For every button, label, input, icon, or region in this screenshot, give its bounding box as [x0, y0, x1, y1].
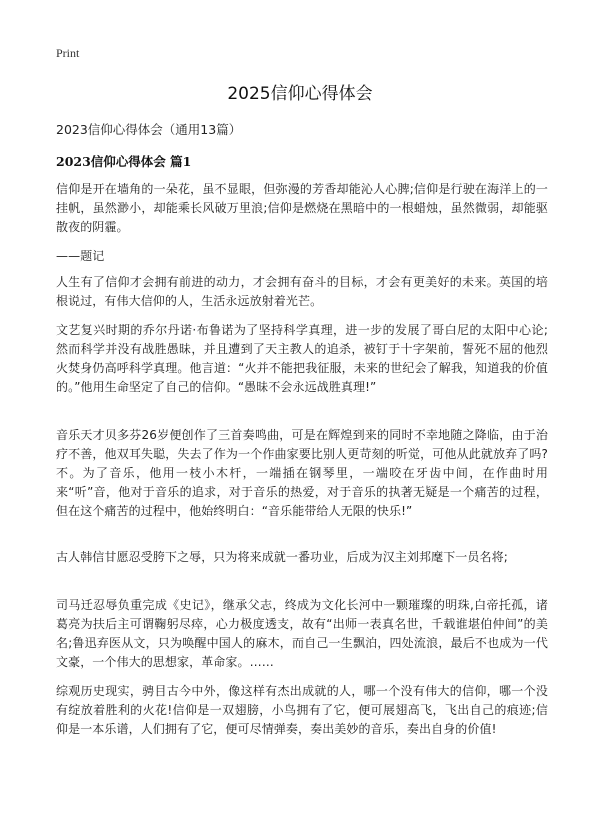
paragraph-2: 人生有了信仰才会拥有前进的动力，才会拥有奋斗的目标，才会有更美好的未来。英国的培根说过，有伟大信仰的人，生活永远放射着光芒。	[56, 275, 548, 308]
paragraph-4: 音乐天才贝多芬26岁便创作了三首奏鸣曲，可是在辉煌到来的同时不幸地随之降临，由于治疗不善，他双耳失聪，失去了作为一个作曲家要比别人更苛刻的听觉，可他从此就放弃了吗?不。为了音乐，他用一枝小木杆，一端插在钢琴里，一端咬在牙齿中间，在作曲时用来“听”音，他对于音乐的追求，对于音乐的热爱，对于音乐的执著无疑是一个痛苦的过程，但在这个痛苦的过程中，他始终明白：“音乐能带给人无限的快乐!”	[56, 428, 548, 518]
paragraph-6: 司马迁忍辱负重完成《史记》，继承父志，终成为文化长河中一颗璀璨的明珠,白帝托孤，诸葛亮为扶后主可谓鞠躬尽瘁，心力极度透支，故有“出师一表真名世，千载谁堪伯仲间”的美名;鲁迅弃医从文，只为唤醒中国人的麻木，而自己一生飘泊，四处流浪，最后不也成为一代文豪，一个伟大的思想家，革命家。……	[56, 598, 548, 669]
paragraph-epigraph-attribution: ——题记	[56, 249, 105, 263]
paragraph-1: 信仰是开在墙角的一朵花，虽不显眼，但弥漫的芳香却能沁人心脾;信仰是行驶在海洋上的一挂帆，虽然渺小，却能乘长风破万里浪;信仰是燃烧在黑暗中的一根蜡烛，虽然微弱，却能驱散夜的阴霾。	[56, 182, 548, 234]
page-title: 2025信仰心得体会	[227, 84, 373, 104]
paragraph-5: 古人韩信甘愿忍受胯下之辱，只为将来成就一番功业，后成为汉主刘邦麾下一员名将;	[56, 550, 508, 564]
document-subtitle: 2023信仰心得体会（通用13篇）	[56, 122, 242, 137]
paragraph-3: 文艺复兴时期的乔尔丹诺·布鲁诺为了坚持科学真理，进一步的发展了哥白尼的太阳中心论;然而科学并没有战胜愚昧，并且遭到了天主教人的追杀，被钉于十字架前，誓死不屈的他烈火焚身仍高呼科学真理。他言道：“火并不能把我征服，未来的世纪会了解我，知道我的价值的。”他用生命坚定了自己的信仰。“愚昧不会永远战胜真理!”	[56, 323, 548, 394]
section-heading: 2023信仰心得体会 篇1	[56, 154, 192, 169]
paragraph-7: 综观历史现实，骋目古今中外，像这样有杰出成就的人，哪一个没有伟大的信仰，哪一个没有绽放着胜利的火花!信仰是一双翅膀，小鸟拥有了它，便可展翅高飞，飞出自己的痕迹;信仰是一本乐谱，人们拥有了它，便可尽情弹奏，奏出美妙的音乐，奏出自身的价值!	[56, 684, 548, 736]
print-label: Print	[56, 46, 80, 60]
